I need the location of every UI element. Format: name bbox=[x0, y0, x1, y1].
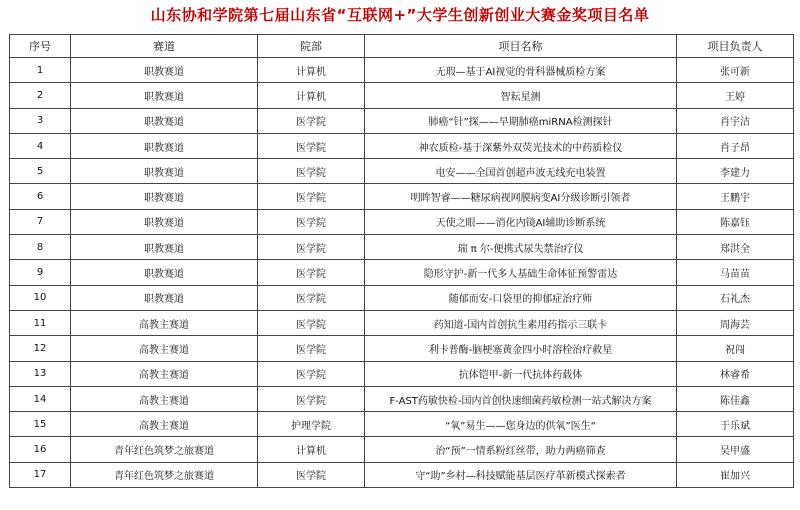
table-row bbox=[10, 462, 794, 487]
cell-track: 高教主赛道 bbox=[71, 412, 258, 437]
cell-index: 5 bbox=[10, 159, 71, 184]
cell-department: 医学院 bbox=[258, 184, 365, 209]
cell-index: 14 bbox=[10, 386, 71, 411]
table-row bbox=[10, 336, 794, 361]
cell-project-name: 治“预”一情系粉红丝带，助力两癌筛查 bbox=[365, 437, 677, 462]
cell-department: 医学院 bbox=[258, 159, 365, 184]
cell-index: 3 bbox=[10, 108, 71, 133]
table-row bbox=[10, 83, 794, 108]
cell-leader: 王婷 bbox=[677, 83, 794, 108]
cell-index: 7 bbox=[10, 209, 71, 234]
cell-index: 8 bbox=[10, 235, 71, 260]
award-table bbox=[9, 34, 794, 488]
cell-index: 12 bbox=[10, 336, 71, 361]
cell-index: 9 bbox=[10, 260, 71, 285]
header-department: 院部 bbox=[258, 35, 365, 58]
table-row bbox=[10, 235, 794, 260]
cell-project-name: 智耘星测 bbox=[365, 83, 677, 108]
table-row bbox=[10, 209, 794, 234]
cell-leader: 祝闯 bbox=[677, 336, 794, 361]
cell-track: 高教主赛道 bbox=[71, 361, 258, 386]
cell-index: 4 bbox=[10, 133, 71, 158]
cell-index: 6 bbox=[10, 184, 71, 209]
cell-project-name: 神农质检-基于深紫外双荧光技术的中药质检仪 bbox=[365, 133, 677, 158]
header-track: 赛道 bbox=[71, 35, 258, 58]
table-row bbox=[10, 184, 794, 209]
cell-leader: 于乐斌 bbox=[677, 412, 794, 437]
table-row bbox=[10, 310, 794, 335]
cell-leader: 李建力 bbox=[677, 159, 794, 184]
cell-track: 职教赛道 bbox=[71, 285, 258, 310]
cell-track: 职教赛道 bbox=[71, 83, 258, 108]
cell-project-name: 利卡普酶-脑梗塞黄金四小时溶栓治疗救星 bbox=[365, 336, 677, 361]
header-index: 序号 bbox=[10, 35, 71, 58]
cell-project-name: 瑞 π 尔-便携式尿失禁治疗仪 bbox=[365, 235, 677, 260]
document-title: 山东协和学院第七届山东省“互联网+”大学生创新创业大赛金奖项目名单 bbox=[150, 6, 650, 24]
cell-department: 医学院 bbox=[258, 260, 365, 285]
cell-department: 护理学院 bbox=[258, 412, 365, 437]
cell-project-name: 药知道-国内首创抗生素用药指示三联卡 bbox=[365, 310, 677, 335]
header-leader: 项目负责人 bbox=[677, 35, 794, 58]
cell-department: 计算机 bbox=[258, 83, 365, 108]
table-body bbox=[10, 58, 794, 488]
cell-index: 11 bbox=[10, 310, 71, 335]
cell-department: 医学院 bbox=[258, 361, 365, 386]
cell-index: 2 bbox=[10, 83, 71, 108]
cell-leader: 肖宇洁 bbox=[677, 108, 794, 133]
cell-track: 职教赛道 bbox=[71, 58, 258, 83]
cell-track: 职教赛道 bbox=[71, 159, 258, 184]
cell-track: 青年红色筑梦之旅赛道 bbox=[71, 462, 258, 487]
cell-track: 职教赛道 bbox=[71, 133, 258, 158]
cell-project-name: 隐形守护-新一代多人基础生命体征预警雷达 bbox=[365, 260, 677, 285]
cell-index: 17 bbox=[10, 462, 71, 487]
cell-index: 10 bbox=[10, 285, 71, 310]
table-header-row bbox=[10, 35, 794, 58]
cell-leader: 崔加兴 bbox=[677, 462, 794, 487]
cell-project-name: 肺癌“针”探——早期肺癌miRNA检测探针 bbox=[365, 108, 677, 133]
cell-leader: 吴甲盛 bbox=[677, 437, 794, 462]
cell-department: 计算机 bbox=[258, 58, 365, 83]
cell-leader: 林睿希 bbox=[677, 361, 794, 386]
cell-track: 高教主赛道 bbox=[71, 386, 258, 411]
cell-track: 职教赛道 bbox=[71, 108, 258, 133]
cell-project-name: 无瑕—基于AI视觉的骨科器械质检方案 bbox=[365, 58, 677, 83]
cell-department: 医学院 bbox=[258, 336, 365, 361]
cell-leader: 陈佳鑫 bbox=[677, 386, 794, 411]
cell-leader: 王鹏宇 bbox=[677, 184, 794, 209]
table-row bbox=[10, 108, 794, 133]
cell-track: 职教赛道 bbox=[71, 235, 258, 260]
cell-leader: 周海芸 bbox=[677, 310, 794, 335]
cell-department: 医学院 bbox=[258, 310, 365, 335]
header-project-name: 项目名称 bbox=[365, 35, 677, 58]
table-row bbox=[10, 159, 794, 184]
cell-track: 职教赛道 bbox=[71, 209, 258, 234]
table-row bbox=[10, 133, 794, 158]
cell-department: 计算机 bbox=[258, 437, 365, 462]
cell-department: 医学院 bbox=[258, 285, 365, 310]
cell-leader: 马苗苗 bbox=[677, 260, 794, 285]
table-row bbox=[10, 437, 794, 462]
cell-track: 职教赛道 bbox=[71, 184, 258, 209]
cell-leader: 石礼杰 bbox=[677, 285, 794, 310]
cell-department: 医学院 bbox=[258, 462, 365, 487]
cell-leader: 郑洪全 bbox=[677, 235, 794, 260]
cell-project-name: 电安——全国首创超声波无线充电装置 bbox=[365, 159, 677, 184]
cell-index: 13 bbox=[10, 361, 71, 386]
cell-project-name: 抗体铠甲-新一代抗体药载体 bbox=[365, 361, 677, 386]
table-row bbox=[10, 260, 794, 285]
cell-project-name: 守“助”乡村—科技赋能基层医疗革新模式探索者 bbox=[365, 462, 677, 487]
cell-project-name: 天使之眼——消化内镜AI辅助诊断系统 bbox=[365, 209, 677, 234]
table-row bbox=[10, 412, 794, 437]
cell-department: 医学院 bbox=[258, 133, 365, 158]
cell-track: 高教主赛道 bbox=[71, 336, 258, 361]
cell-index: 1 bbox=[10, 58, 71, 83]
table-row bbox=[10, 361, 794, 386]
cell-track: 高教主赛道 bbox=[71, 310, 258, 335]
cell-leader: 肖子昂 bbox=[677, 133, 794, 158]
cell-leader: 张可新 bbox=[677, 58, 794, 83]
cell-index: 15 bbox=[10, 412, 71, 437]
cell-project-name: “氧”易生——您身边的供氧”医生“ bbox=[365, 412, 677, 437]
table-row bbox=[10, 285, 794, 310]
table-row bbox=[10, 386, 794, 411]
table-row bbox=[10, 58, 794, 83]
cell-department: 医学院 bbox=[258, 209, 365, 234]
cell-project-name: F-AST药敏快检-国内首创快速细菌药敏检测一站式解决方案 bbox=[365, 386, 677, 411]
cell-department: 医学院 bbox=[258, 386, 365, 411]
cell-department: 医学院 bbox=[258, 235, 365, 260]
cell-track: 职教赛道 bbox=[71, 260, 258, 285]
cell-leader: 陈嘉钰 bbox=[677, 209, 794, 234]
cell-project-name: 随郁而安-口袋里的抑郁症治疗师 bbox=[365, 285, 677, 310]
cell-index: 16 bbox=[10, 437, 71, 462]
cell-track: 青年红色筑梦之旅赛道 bbox=[71, 437, 258, 462]
cell-department: 医学院 bbox=[258, 108, 365, 133]
cell-project-name: 明眸智睿——糖尿病视网膜病变AI分级诊断引领者 bbox=[365, 184, 677, 209]
